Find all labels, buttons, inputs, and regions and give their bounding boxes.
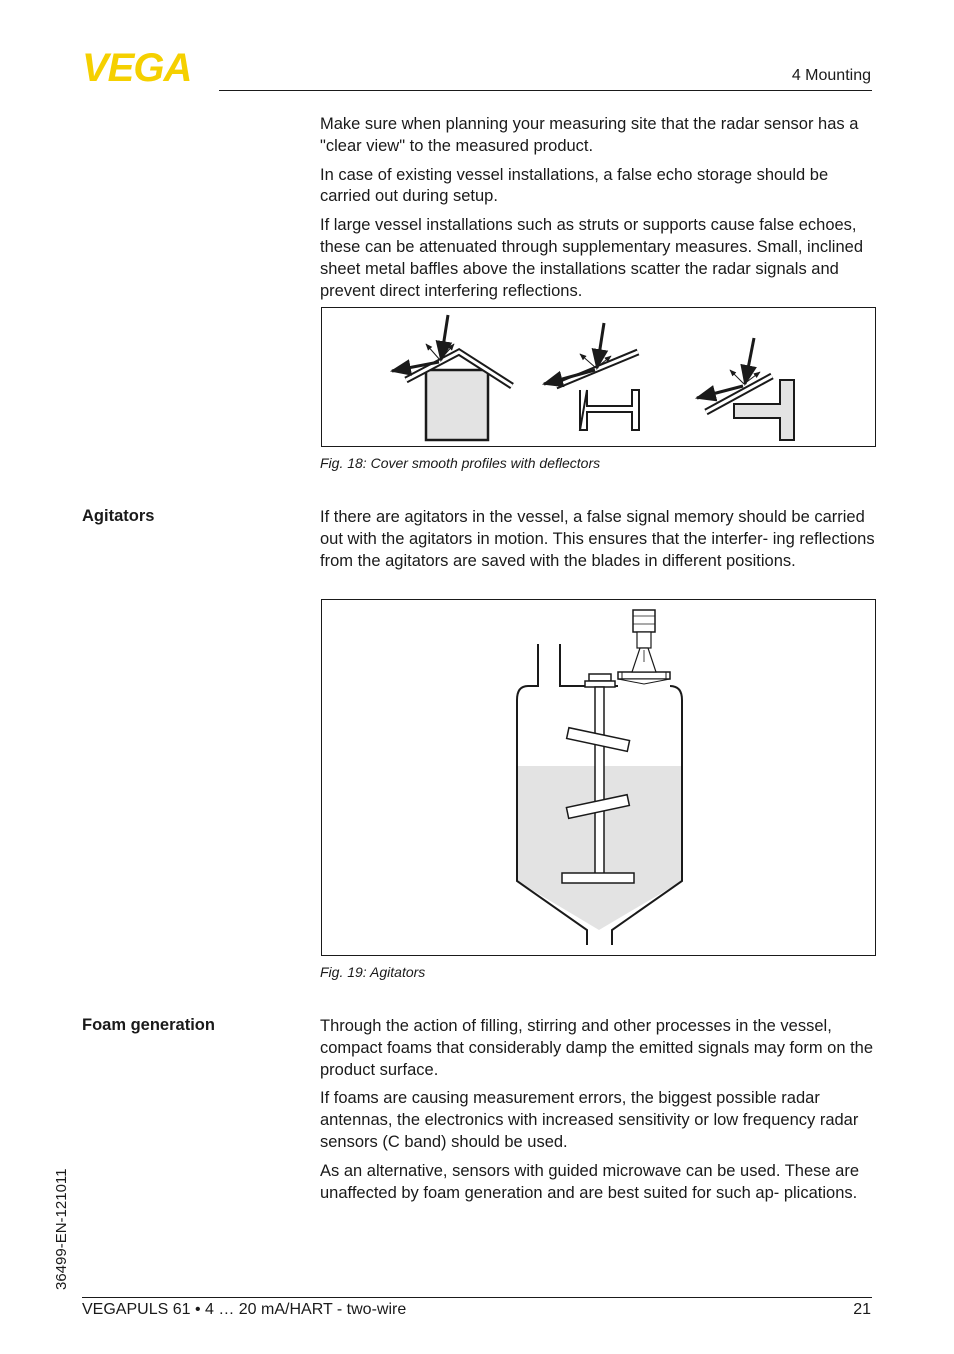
page-number: 21 (853, 1301, 871, 1318)
foam-heading: Foam generation (82, 1016, 215, 1034)
intro-text (320, 114, 876, 302)
foam-paragraph-1: Through the action of filling, stirring and other processes in the vessel, compact foams that considerably damp the emitted signals may form on the product surface. (320, 1017, 874, 1079)
deflector-t-profile-diagram (697, 338, 794, 440)
foam-paragraph-3: As an alternative, sensors with guided microwave can be used. These are unaffected by foam generation and are best suited for such ap- plications. (320, 1161, 859, 1202)
agitators-text (320, 507, 876, 572)
deflector-roof-diagram (392, 315, 512, 440)
section-title: 4 Mounting (791, 67, 871, 84)
header-divider (219, 90, 872, 91)
vega-logo (82, 50, 212, 84)
intro-paragraph-3: If large vessel installations such as struts or supports cause false echoes, these can be attenuated through supplementary measures. Small, inclined sheet metal baffles above the installations scatter the radar signals and prevent direct interfering reflections. (320, 216, 863, 300)
foam-paragraph-2: If foams are causing measurement errors, the biggest possible radar antennas, the electronics with increased sensitivity or low frequency radar sensors (C band) should be used. (320, 1089, 859, 1151)
figure-18-caption: Fig. 18: Cover smooth profiles with deflectors (320, 455, 601, 471)
footer-divider (82, 1297, 872, 1298)
footer-product: VEGAPULS 61 • 4 … 20 mA/HART - two-wire (82, 1301, 407, 1318)
document-id: 36499-EN-121011 (53, 1168, 70, 1290)
figure-19-caption: Fig. 19: Agitators (320, 964, 426, 980)
figure-19-agitators (321, 599, 876, 956)
vessel-diagram (517, 610, 682, 945)
deflector-i-beam-diagram (544, 323, 639, 430)
figure-18-deflectors (321, 307, 876, 447)
agitators-heading: Agitators (82, 507, 155, 525)
logo-wordmark: VEGA (82, 50, 192, 84)
foam-text (320, 1016, 876, 1204)
intro-paragraph-1: Make sure when planning your measuring site that the radar sensor has a "clear view" to the measured product. (320, 115, 859, 155)
intro-paragraph-2: In case of existing vessel installations, a false echo storage should be carried out during setup. (320, 165, 829, 206)
agitators-paragraph: If there are agitators in the vessel, a false signal memory should be carried out with the agitators in motion. This ensures that the interfer- ing reflections from the agitators are saved with the blades in different positions. (320, 508, 875, 570)
